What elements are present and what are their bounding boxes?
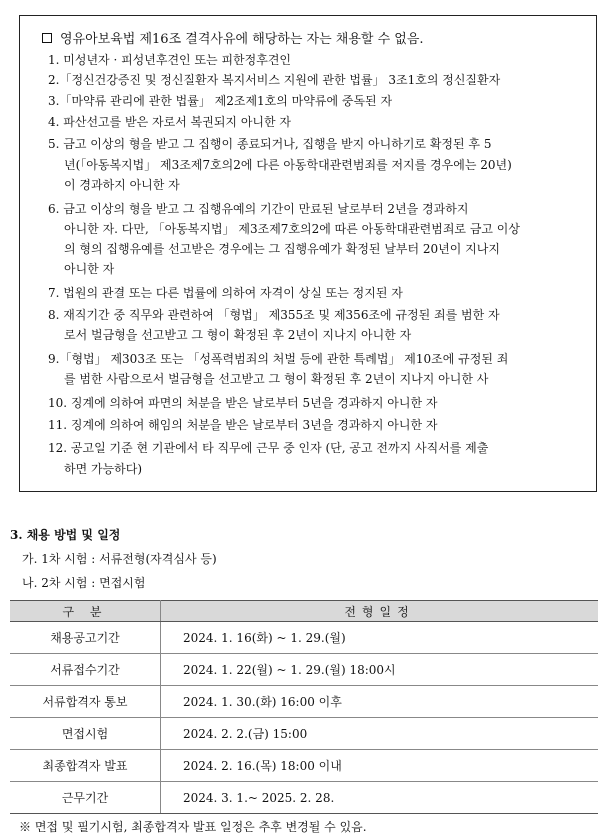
item-text: 법원의 관결 또는 다른 법률에 의하여 자격이 상실 또는 정지된 자 xyxy=(63,286,403,300)
item-number: 7. xyxy=(48,286,60,300)
row-value: 2024. 3. 1.~ 2025. 2. 28. xyxy=(161,782,599,814)
item-text: 「정신건강증진 및 정신질환자 복지서비스 지원에 관한 법률」 3조1호의 정신질환자 xyxy=(59,73,501,87)
step-2: 나. 2차 시험 : 면접시험 xyxy=(22,576,146,590)
item-text: 금고 이상의 형을 받고 그 집행이 종료되거나, 집행을 받지 아니하기로 확정된 후 5 xyxy=(63,137,492,151)
row-label: 근무기간 xyxy=(10,782,161,814)
disqualification-box xyxy=(19,15,597,492)
list-item xyxy=(48,113,588,132)
item-text: 징계에 의하여 해임의 처분을 받은 날로부터 3년을 경과하지 아니한 자 xyxy=(70,418,438,432)
item-number: 3. xyxy=(48,94,60,108)
row-value: 2024. 2. 2.(금) 15:00 xyxy=(161,718,599,750)
item-text-continued: 이 경과하지 아니한 자 xyxy=(64,178,180,192)
item-number: 11. xyxy=(48,418,68,432)
item-text-continued: 를 범한 사람으로서 벌금형을 선고받고 그 형이 확정된 후 2년이 지나지 아니한 사 xyxy=(64,372,489,386)
checkbox-icon xyxy=(42,33,52,43)
item-text: 금고 이상의 형을 받고 그 집행유예의 기간이 만료된 날로부터 2년을 경과하지 xyxy=(63,202,469,216)
table-header-row xyxy=(10,601,598,622)
table-row xyxy=(10,718,598,750)
item-text-continued: 아니한 자 xyxy=(64,262,115,276)
item-text: 미성년자 · 피성년후견인 또는 피한정후견인 xyxy=(63,53,292,67)
row-label: 면접시험 xyxy=(10,718,161,750)
item-text-continued: 의 형의 집행유예를 선고받은 경우에는 그 집행유예가 확정된 날부터 20년이 지나지 xyxy=(64,242,500,256)
item-number: 10. xyxy=(48,396,68,410)
table-row xyxy=(10,750,598,782)
item-text: 「형법」 제303조 또는 「성폭력범죄의 처벌 등에 관한 특례법」 제10조에 규정된 죄 xyxy=(59,352,509,366)
item-number: 2. xyxy=(48,73,60,87)
row-value: 2024. 1. 30.(화) 16:00 이후 xyxy=(161,686,599,718)
list-item xyxy=(48,51,588,70)
row-label: 서류접수기간 xyxy=(10,654,161,686)
schedule-table xyxy=(10,600,598,814)
list-item xyxy=(48,284,588,303)
item-text-continued: 아니한 자. 다만, 「아동복지법」 제3조제7호의2에 따른 아동학대관련범죄로 금고 이상 xyxy=(64,222,520,236)
box-title-text: 영유아보육법 제16조 결격사유에 해당하는 자는 채용할 수 없음. xyxy=(60,32,424,47)
item-number: 1. xyxy=(48,53,60,67)
header-value: 전형일정 xyxy=(161,601,599,622)
list-item xyxy=(48,350,588,369)
header-label: 구 분 xyxy=(10,601,161,622)
row-value: 2024. 1. 16(화) ~ 1. 29.(월) xyxy=(161,622,599,654)
list-item xyxy=(48,439,588,458)
item-text: 파산선고를 받은 자로서 복권되지 아니한 자 xyxy=(63,115,292,129)
row-label: 서류합격자 통보 xyxy=(10,686,161,718)
table-row xyxy=(10,622,598,654)
list-item xyxy=(48,306,588,325)
item-number: 9. xyxy=(48,352,60,366)
step-1: 가. 1차 시험 : 서류전형(자격심사 등) xyxy=(22,552,217,566)
box-title xyxy=(42,28,424,47)
item-text: 공고일 기준 현 기관에서 타 직무에 근무 중 인자 (단, 공고 전까지 사직서를 제출 xyxy=(70,441,489,455)
item-number: 5. xyxy=(48,137,60,151)
item-number: 4. xyxy=(48,115,60,129)
item-number: 12. xyxy=(48,441,68,455)
item-text: 「마약류 관리에 관한 법률」 제2조제1호의 마약류에 중독된 자 xyxy=(59,94,393,108)
list-item xyxy=(48,92,588,111)
list-item xyxy=(48,394,588,413)
table-row xyxy=(10,654,598,686)
table-row xyxy=(10,686,598,718)
row-label: 최종합격자 발표 xyxy=(10,750,161,782)
list-item xyxy=(48,135,588,154)
item-text: 징계에 의하여 파면의 처분을 받은 날로부터 5년을 경과하지 아니한 자 xyxy=(70,396,438,410)
item-text-continued: 년(「아동복지법」 제3조제7호의2에 다른 아동학대관련범죄를 저지를 경우에는 20년) xyxy=(64,158,512,172)
footnote: ※ 면접 및 필기시험, 최종합격자 발표 일정은 추후 변경될 수 있음. xyxy=(19,820,367,834)
table-row xyxy=(10,782,598,814)
item-number: 8. xyxy=(48,308,60,322)
item-text-continued: 로서 벌금형을 선고받고 그 형이 확정된 후 2년이 지나지 아니한 자 xyxy=(64,328,412,342)
row-value: 2024. 1. 22(월) ~ 1. 29.(월) 18:00시 xyxy=(161,654,599,686)
section-heading: 3. 채용 방법 및 일정 xyxy=(10,528,121,542)
list-item xyxy=(48,71,588,90)
row-label: 채용공고기간 xyxy=(10,622,161,654)
list-item xyxy=(48,200,588,219)
item-text-continued: 하면 가능하다) xyxy=(64,462,143,476)
list-item xyxy=(48,416,588,435)
item-number: 6. xyxy=(48,202,60,216)
item-text: 재직기간 중 직무와 관련하여 「형법」 제355조 및 제356조에 규정된 죄를 범한 자 xyxy=(63,308,500,322)
row-value: 2024. 2. 16.(목) 18:00 이내 xyxy=(161,750,599,782)
